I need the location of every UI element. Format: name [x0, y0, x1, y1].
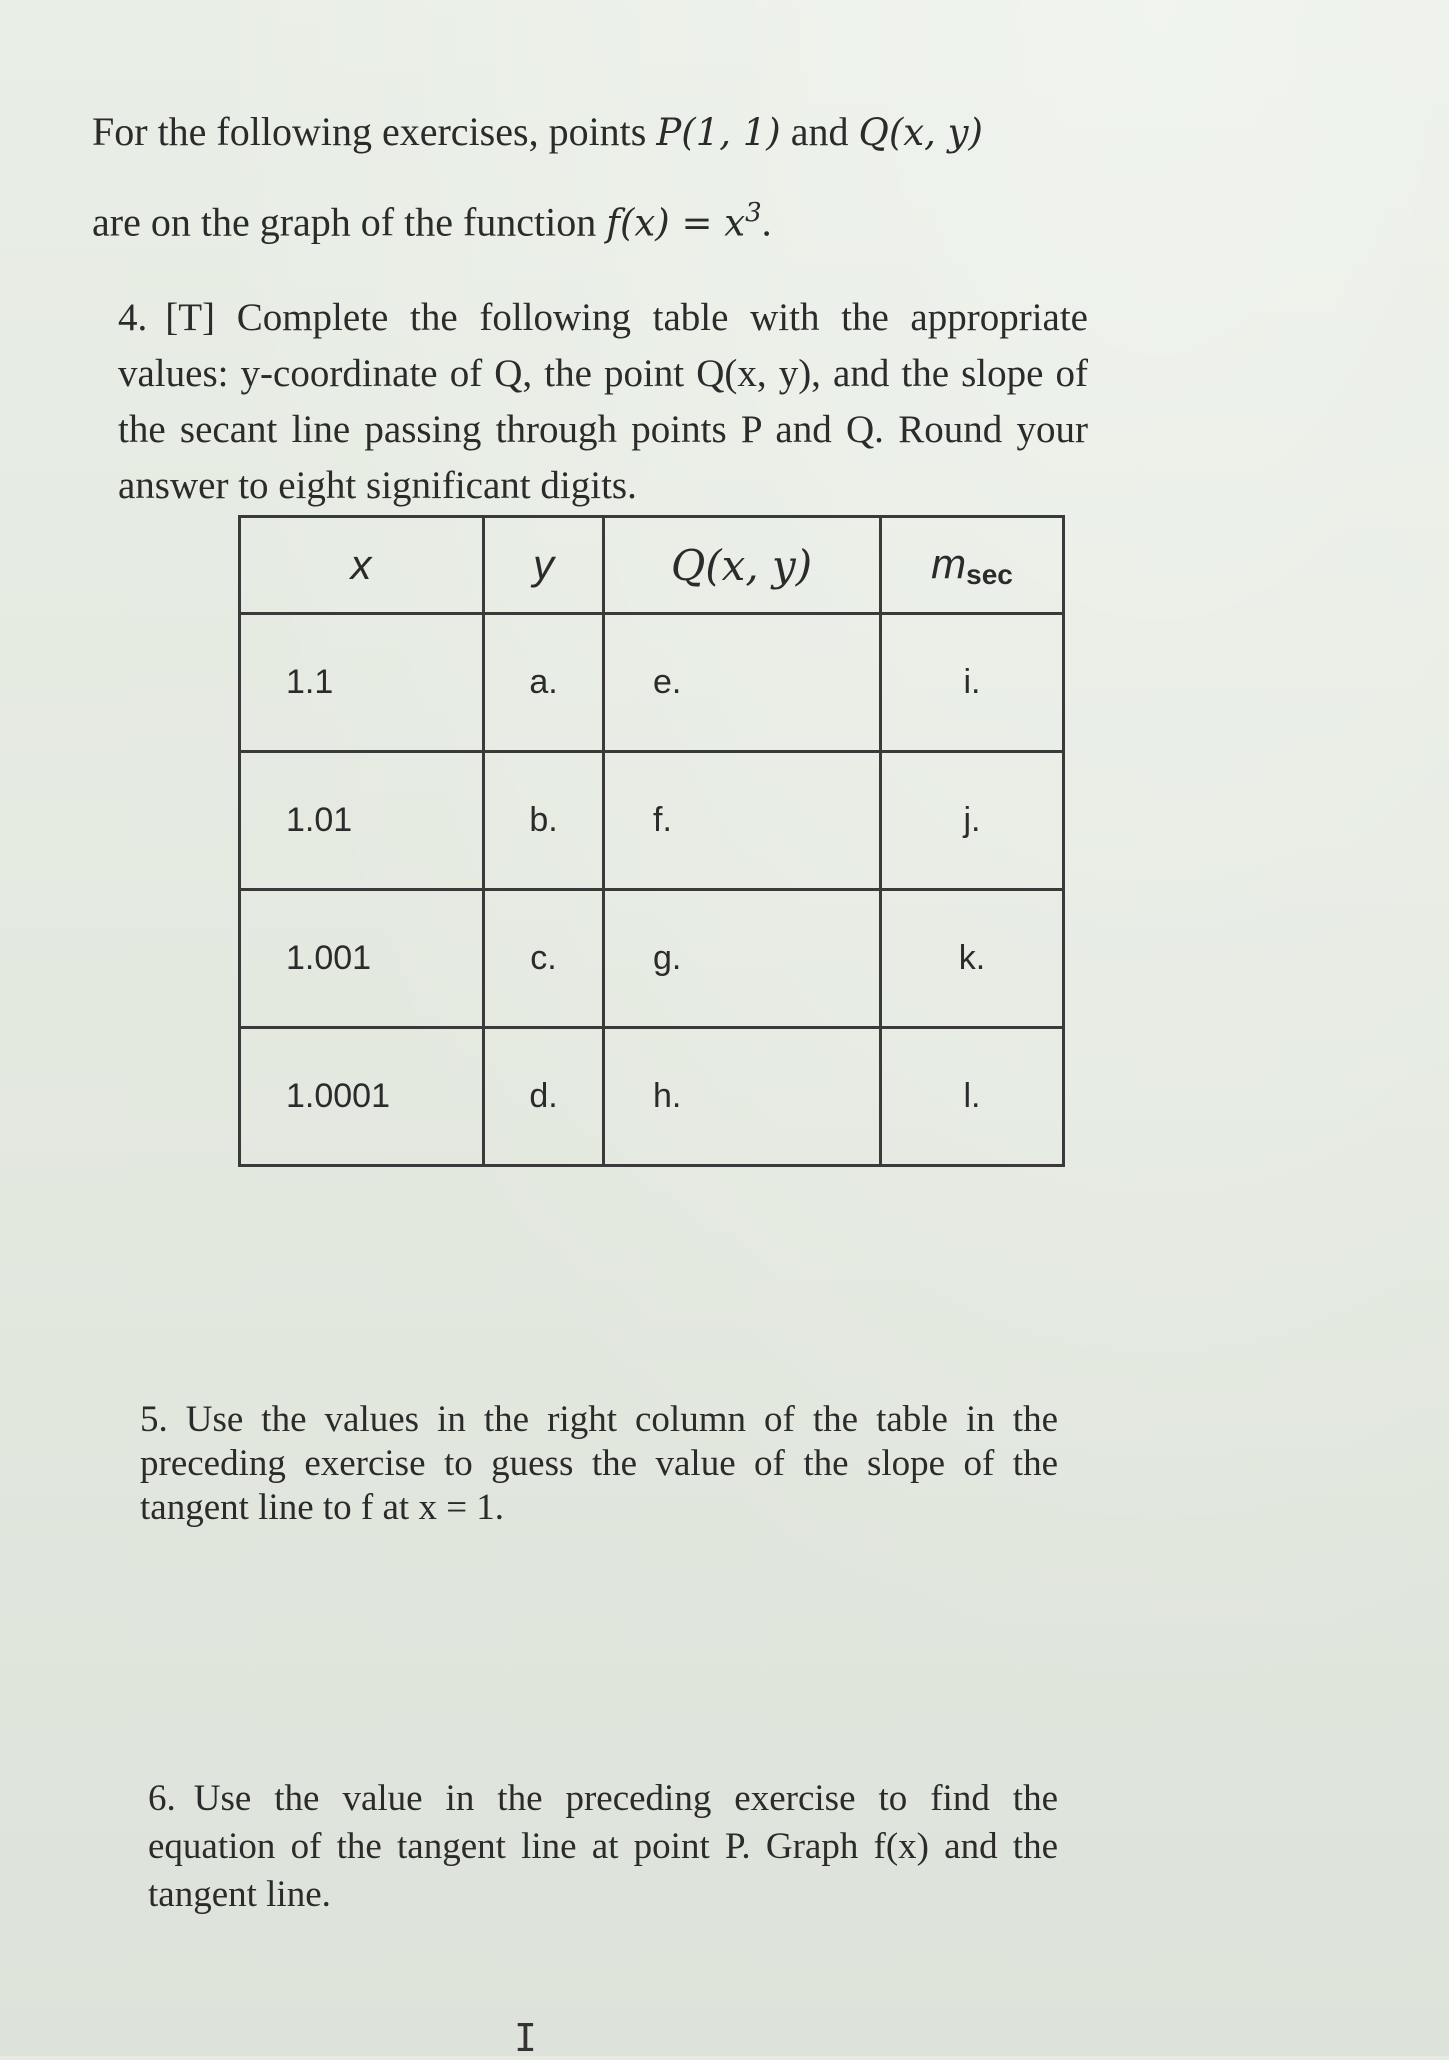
table-row — [240, 614, 1064, 752]
cell-y: a. — [484, 614, 604, 752]
cell-x: 1.1 — [240, 614, 484, 752]
exercise-5-number: 5. — [140, 1399, 168, 1440]
header-msec — [881, 517, 1064, 614]
table-row — [240, 1028, 1064, 1166]
header-m-sub: sec — [966, 558, 1013, 590]
cell-y: c. — [484, 890, 604, 1028]
intro-period: . — [761, 199, 772, 245]
intro-text-b: are on the graph of the function — [92, 199, 607, 245]
cell-x: 1.001 — [240, 890, 484, 1028]
exercise-6 — [148, 1775, 1058, 1919]
exercise-4-number: 4. — [118, 296, 148, 339]
cell-q: g. — [604, 890, 881, 1028]
function-exponent: 3 — [745, 198, 762, 228]
header-q: Q(x, y) — [604, 517, 881, 614]
exercise-4 — [118, 290, 1088, 514]
exercise-5-text: Use the values in the right column of the table in the preceding exercise to guess the value of the slope of the tangent line to f at x = 1. — [140, 1399, 1058, 1528]
table-row — [240, 752, 1064, 890]
intro-text-a: For the following exercises, points — [92, 109, 657, 154]
exercise-6-text: Use the value in the preceding exercise to find the equation of the tangent line at point P. Graph f(x) and the tangent line. — [148, 1778, 1058, 1915]
table-header-row — [240, 517, 1064, 614]
exercise-6-number: 6. — [148, 1778, 176, 1819]
cell-x: 1.0001 — [240, 1028, 484, 1166]
cell-m: i. — [881, 614, 1064, 752]
function-f: f(x) = x — [606, 201, 746, 245]
header-m: m — [931, 539, 967, 587]
secant-table — [238, 515, 1065, 1167]
cell-q: h. — [604, 1028, 881, 1166]
intro-and: and — [780, 109, 859, 154]
intro-paragraph — [92, 92, 1092, 263]
point-p: P(1, 1) — [656, 111, 781, 154]
cell-q: f. — [604, 752, 881, 890]
cell-y: d. — [484, 1028, 604, 1166]
cell-y: b. — [484, 752, 604, 890]
table-row — [240, 890, 1064, 1028]
point-q: Q(x, y) — [858, 111, 983, 154]
cell-x: 1.01 — [240, 752, 484, 890]
exercise-4-text: [T] Complete the following table with the appropriate values: y-coordinate of Q, the point Q(x, y), and the slope of the secant line passing through points P and Q. Round your answer to eight significant digits. — [118, 296, 1088, 507]
cell-m: l. — [881, 1028, 1064, 1166]
header-y: y — [484, 517, 604, 614]
cell-q: e. — [604, 614, 881, 752]
header-x: x — [240, 517, 484, 614]
exercise-5 — [140, 1398, 1058, 1530]
text-cursor-icon: I — [514, 2016, 537, 2060]
cell-m: k. — [881, 890, 1064, 1028]
cell-m: j. — [881, 752, 1064, 890]
